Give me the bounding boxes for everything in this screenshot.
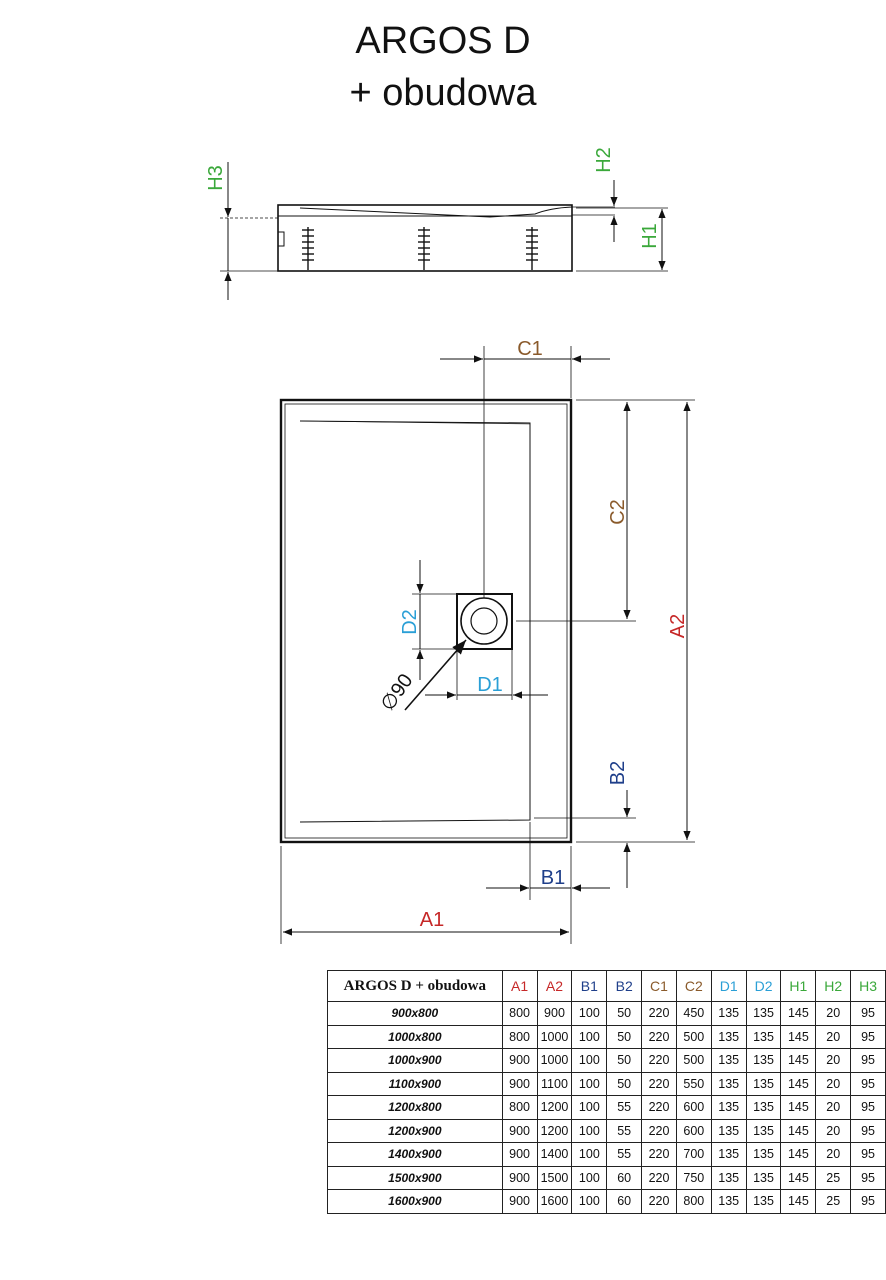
cell-d1: 135: [711, 1166, 746, 1190]
label-a1: A1: [419, 909, 445, 931]
drain-outer-circle: [461, 598, 507, 644]
label-h3: H3: [205, 165, 227, 191]
cell-b2: 55: [607, 1119, 642, 1143]
cell-b1: 100: [572, 1190, 607, 1214]
label-h1: H1: [639, 223, 661, 249]
cell-c1: 220: [642, 1190, 677, 1214]
cell-d2: 135: [746, 1096, 781, 1120]
cell-c1: 220: [642, 1049, 677, 1073]
column-header-a1: A1: [502, 971, 537, 1002]
cell-b2: 60: [607, 1166, 642, 1190]
column-header-h2: H2: [816, 971, 851, 1002]
cell-b1: 100: [572, 1049, 607, 1073]
cell-h2: 20: [816, 1072, 851, 1096]
cell-a1: 800: [502, 1002, 537, 1026]
cell-c2: 700: [676, 1143, 711, 1167]
cell-a1: 800: [502, 1025, 537, 1049]
cell-d1: 135: [711, 1119, 746, 1143]
cell-d1: 135: [711, 1143, 746, 1167]
cell-c2: 550: [676, 1072, 711, 1096]
cell-a1: 900: [502, 1119, 537, 1143]
cell-h1: 145: [781, 1143, 816, 1167]
cell-a2: 1000: [537, 1049, 572, 1073]
row-size: 1600x900: [328, 1190, 503, 1214]
cell-b1: 100: [572, 1119, 607, 1143]
column-header-h3: H3: [851, 971, 886, 1002]
cell-b1: 100: [572, 1096, 607, 1120]
cell-b1: 100: [572, 1143, 607, 1167]
cell-d1: 135: [711, 1190, 746, 1214]
row-size: 1500x900: [328, 1166, 503, 1190]
cell-h2: 25: [816, 1190, 851, 1214]
cell-a2: 1500: [537, 1166, 572, 1190]
label-drain-diameter: ∅90: [376, 670, 418, 716]
cell-h2: 20: [816, 1143, 851, 1167]
cell-a2: 900: [537, 1002, 572, 1026]
table-body: [328, 1002, 886, 1214]
cell-a2: 1600: [537, 1190, 572, 1214]
cell-b1: 100: [572, 1025, 607, 1049]
cell-b1: 100: [572, 1166, 607, 1190]
cell-d1: 135: [711, 1025, 746, 1049]
cell-c1: 220: [642, 1096, 677, 1120]
row-size: 1000x800: [328, 1025, 503, 1049]
cell-h1: 145: [781, 1072, 816, 1096]
title-line-1: ARGOS D: [355, 20, 531, 62]
cell-h3: 95: [851, 1166, 886, 1190]
cell-h3: 95: [851, 1096, 886, 1120]
cell-h1: 145: [781, 1190, 816, 1214]
cell-c2: 800: [676, 1190, 711, 1214]
cell-d2: 135: [746, 1143, 781, 1167]
table-row: [328, 1143, 886, 1167]
cell-h2: 20: [816, 1049, 851, 1073]
cell-c2: 450: [676, 1002, 711, 1026]
cell-d1: 135: [711, 1072, 746, 1096]
row-size: 1000x900: [328, 1049, 503, 1073]
table-row: [328, 1072, 886, 1096]
dimensions-table: [327, 970, 886, 1214]
table-row: [328, 1002, 886, 1026]
cell-h1: 145: [781, 1002, 816, 1026]
cell-d1: 135: [711, 1002, 746, 1026]
title-line-2: + obudowa: [349, 72, 537, 114]
cell-c2: 600: [676, 1119, 711, 1143]
cell-c2: 600: [676, 1096, 711, 1120]
cell-h2: 25: [816, 1166, 851, 1190]
cell-d2: 135: [746, 1119, 781, 1143]
label-d1: D1: [477, 674, 503, 696]
table-row: [328, 1166, 886, 1190]
cell-c2: 750: [676, 1166, 711, 1190]
cell-b2: 60: [607, 1190, 642, 1214]
table-row: [328, 1025, 886, 1049]
leveling-feet: [302, 227, 538, 270]
cell-b1: 100: [572, 1002, 607, 1026]
cell-d2: 135: [746, 1025, 781, 1049]
cell-h3: 95: [851, 1072, 886, 1096]
cell-b2: 50: [607, 1072, 642, 1096]
row-size: 900x800: [328, 1002, 503, 1026]
column-header-c2: C2: [676, 971, 711, 1002]
cell-d1: 135: [711, 1096, 746, 1120]
cell-a2: 1000: [537, 1025, 572, 1049]
cell-a1: 900: [502, 1143, 537, 1167]
label-c2: C2: [607, 499, 629, 525]
cell-d2: 135: [746, 1049, 781, 1073]
cell-b2: 50: [607, 1002, 642, 1026]
row-size: 1100x900: [328, 1072, 503, 1096]
column-header-d1: D1: [711, 971, 746, 1002]
row-size: 1200x900: [328, 1119, 503, 1143]
cell-a2: 1400: [537, 1143, 572, 1167]
column-header-b1: B1: [572, 971, 607, 1002]
cell-d2: 135: [746, 1166, 781, 1190]
cell-d2: 135: [746, 1072, 781, 1096]
cell-h3: 95: [851, 1002, 886, 1026]
label-b1: B1: [540, 867, 566, 889]
cell-b1: 100: [572, 1072, 607, 1096]
cell-a2: 1100: [537, 1072, 572, 1096]
plan-view: [281, 346, 695, 944]
cell-a1: 900: [502, 1190, 537, 1214]
column-header-b2: B2: [607, 971, 642, 1002]
cell-h3: 95: [851, 1049, 886, 1073]
cell-h1: 145: [781, 1119, 816, 1143]
cell-b2: 55: [607, 1096, 642, 1120]
row-size: 1400x900: [328, 1143, 503, 1167]
cell-h1: 145: [781, 1049, 816, 1073]
cell-b2: 50: [607, 1025, 642, 1049]
side-bracket: [278, 232, 284, 246]
cell-a1: 900: [502, 1072, 537, 1096]
cell-h2: 20: [816, 1025, 851, 1049]
column-header-h1: H1: [781, 971, 816, 1002]
cell-c1: 220: [642, 1072, 677, 1096]
cell-b2: 50: [607, 1049, 642, 1073]
cell-h3: 95: [851, 1025, 886, 1049]
cell-c1: 220: [642, 1025, 677, 1049]
cell-a1: 900: [502, 1049, 537, 1073]
label-a2: A2: [667, 613, 689, 639]
cell-h1: 145: [781, 1025, 816, 1049]
table-row: [328, 1190, 886, 1214]
cell-h3: 95: [851, 1143, 886, 1167]
table-row: [328, 1049, 886, 1073]
cell-d1: 135: [711, 1049, 746, 1073]
table-name-header: ARGOS D + obudowa: [328, 971, 503, 1002]
cell-c2: 500: [676, 1025, 711, 1049]
cell-h2: 20: [816, 1002, 851, 1026]
side-view: [220, 162, 668, 300]
cell-c1: 220: [642, 1119, 677, 1143]
table-row: [328, 1096, 886, 1120]
cell-a1: 800: [502, 1096, 537, 1120]
cell-c2: 500: [676, 1049, 711, 1073]
cell-c1: 220: [642, 1002, 677, 1026]
cell-d2: 135: [746, 1002, 781, 1026]
cell-h2: 20: [816, 1119, 851, 1143]
label-b2: B2: [607, 760, 629, 786]
column-header-c1: C1: [642, 971, 677, 1002]
drain-inner-circle: [471, 608, 497, 634]
cell-c1: 220: [642, 1143, 677, 1167]
cell-b2: 55: [607, 1143, 642, 1167]
cell-d2: 135: [746, 1190, 781, 1214]
cell-a2: 1200: [537, 1119, 572, 1143]
cell-h1: 145: [781, 1096, 816, 1120]
table-header-row: [328, 971, 886, 1002]
cell-h1: 145: [781, 1166, 816, 1190]
row-size: 1200x800: [328, 1096, 503, 1120]
cell-h2: 20: [816, 1096, 851, 1120]
cell-h3: 95: [851, 1119, 886, 1143]
label-h2: H2: [593, 147, 615, 173]
label-c1: C1: [517, 338, 543, 360]
table-row: [328, 1119, 886, 1143]
cell-a2: 1200: [537, 1096, 572, 1120]
column-header-d2: D2: [746, 971, 781, 1002]
label-d2: D2: [399, 609, 421, 635]
cell-h3: 95: [851, 1190, 886, 1214]
cell-c1: 220: [642, 1166, 677, 1190]
column-header-a2: A2: [537, 971, 572, 1002]
cell-a1: 900: [502, 1166, 537, 1190]
